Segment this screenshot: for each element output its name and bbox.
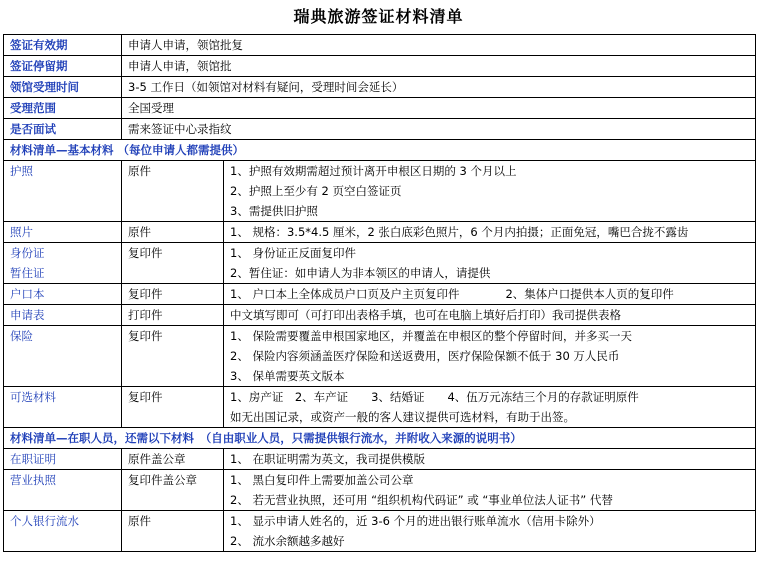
row-type: 复印件 — [122, 326, 224, 387]
row-type: 原件 — [122, 511, 224, 552]
row-details: 1、 规格：3.5*4.5 厘米，2 张白底彩色照片，6 个月内拍摄；正面免冠，嘴巴合拢不露齿 — [224, 222, 756, 243]
section-basic-header — [4, 140, 756, 161]
section-sub: （自由职业人员，只需提供银行流水，并附收入来源的说明书） — [205, 431, 522, 445]
row-insurance — [4, 326, 756, 387]
row-optional — [4, 387, 756, 428]
section-employed-title — [4, 428, 756, 449]
row-label: 户口本 — [4, 284, 122, 305]
info-row-scope — [4, 98, 756, 119]
label-line: 暂住证 — [10, 266, 45, 280]
row-bank-statement — [4, 511, 756, 552]
info-label: 签证有效期 — [4, 35, 122, 56]
row-type: 原件盖公章 — [122, 449, 224, 470]
row-details — [224, 470, 756, 511]
section-main: 材料清单—在职人员，还需以下材料 — [10, 431, 194, 445]
row-label: 照片 — [4, 222, 122, 243]
optional-item: 3、结婚证 — [371, 390, 425, 404]
optional-item: 1、房产证 — [230, 390, 284, 404]
row-label: 个人银行流水 — [4, 511, 122, 552]
row-label: 营业执照 — [4, 470, 122, 511]
row-application-form — [4, 305, 756, 326]
detail-line: 1、 黑白复印件上需要加盖公司公章 — [230, 473, 414, 487]
row-type: 原件 — [122, 161, 224, 222]
info-value: 3-5 工作日（如领馆对材料有疑问，受理时间会延长） — [122, 77, 756, 98]
row-details: 1、 在职证明需为英文，我司提供模版 — [224, 449, 756, 470]
row-label: 保险 — [4, 326, 122, 387]
row-label: 护照 — [4, 161, 122, 222]
detail-line: 2、 保险内容须涵盖医疗保险和送返费用，医疗保险保额不低于 30 万人民币 — [230, 349, 620, 363]
row-details — [224, 161, 756, 222]
row-hukou — [4, 284, 756, 305]
row-details — [224, 243, 756, 284]
info-label: 受理范围 — [4, 98, 122, 119]
row-employment-cert — [4, 449, 756, 470]
info-value: 需来签证中心录指纹 — [122, 119, 756, 140]
detail-line: 3、 保单需要英文版本 — [230, 369, 345, 383]
row-details — [224, 326, 756, 387]
detail-line: 1、 显示申请人姓名的，近 3-6 个月的进出银行账单流水（信用卡除外） — [230, 514, 601, 528]
info-label: 是否面试 — [4, 119, 122, 140]
row-type: 原件 — [122, 222, 224, 243]
detail-line: 2、 流水余额越多越好 — [230, 534, 345, 548]
detail-line: 3、需提供旧护照 — [230, 204, 318, 218]
row-idcard — [4, 243, 756, 284]
section-basic-title: 材料清单—基本材料 （每位申请人都需提供） — [4, 140, 756, 161]
row-details: 中文填写即可（可打印出表格手填，也可在电脑上填好后打印）我司提供表格 — [224, 305, 756, 326]
row-passport — [4, 161, 756, 222]
optional-item: 2、车产证 — [294, 390, 349, 404]
row-label: 在职证明 — [4, 449, 122, 470]
row-type: 复印件 — [122, 387, 224, 428]
detail-line: 如无出国记录，或资产一般的客人建议提供可选材料，有助于出签。 — [230, 410, 575, 424]
row-type: 打印件 — [122, 305, 224, 326]
detail-part: 2、集体户口提供本人页的复印件 — [505, 287, 674, 301]
row-type: 复印件盖公章 — [122, 470, 224, 511]
row-label — [4, 243, 122, 284]
info-value: 申请人申请，领馆批复 — [122, 35, 756, 56]
info-row-processing-time — [4, 77, 756, 98]
info-row-interview — [4, 119, 756, 140]
row-label: 可选材料 — [4, 387, 122, 428]
info-label: 领馆受理时间 — [4, 77, 122, 98]
page-title: 瑞典旅游签证材料清单 — [293, 7, 464, 26]
materials-table — [3, 34, 756, 552]
row-details — [224, 387, 756, 428]
section-employed-header — [4, 428, 756, 449]
row-details — [224, 511, 756, 552]
info-label: 签证停留期 — [4, 56, 122, 77]
row-business-license — [4, 470, 756, 511]
detail-line: 2、暂住证：如申请人为非本领区的申请人，请提供 — [230, 266, 491, 280]
detail-line — [230, 387, 749, 407]
info-row-validity — [4, 35, 756, 56]
detail-part: 1、 户口本上全体成员户口页及户主页复印件 — [230, 287, 460, 301]
optional-item: 4、伍万元冻结三个月的存款证明原件 — [447, 390, 639, 404]
info-value: 申请人申请，领馆批 — [122, 56, 756, 77]
row-photo — [4, 222, 756, 243]
row-details — [224, 284, 756, 305]
detail-line: 1、护照有效期需超过预计离开申根区日期的 3 个月以上 — [230, 164, 517, 178]
info-row-stay — [4, 56, 756, 77]
detail-line: 2、护照上至少有 2 页空白签证页 — [230, 184, 402, 198]
detail-line: 1、 身份证正反面复印件 — [230, 246, 356, 260]
detail-line: 1、 保险需要覆盖申根国家地区，并覆盖在申根区的整个停留时间，并多买一天 — [230, 329, 632, 343]
row-type: 复印件 — [122, 284, 224, 305]
row-label: 申请表 — [4, 305, 122, 326]
detail-line: 2、 若无营业执照，还可用 “组织机构代码证” 或 “事业单位法人证书” 代替 — [230, 493, 613, 507]
label-line: 身份证 — [10, 246, 45, 260]
row-type: 复印件 — [122, 243, 224, 284]
info-value: 全国受理 — [122, 98, 756, 119]
